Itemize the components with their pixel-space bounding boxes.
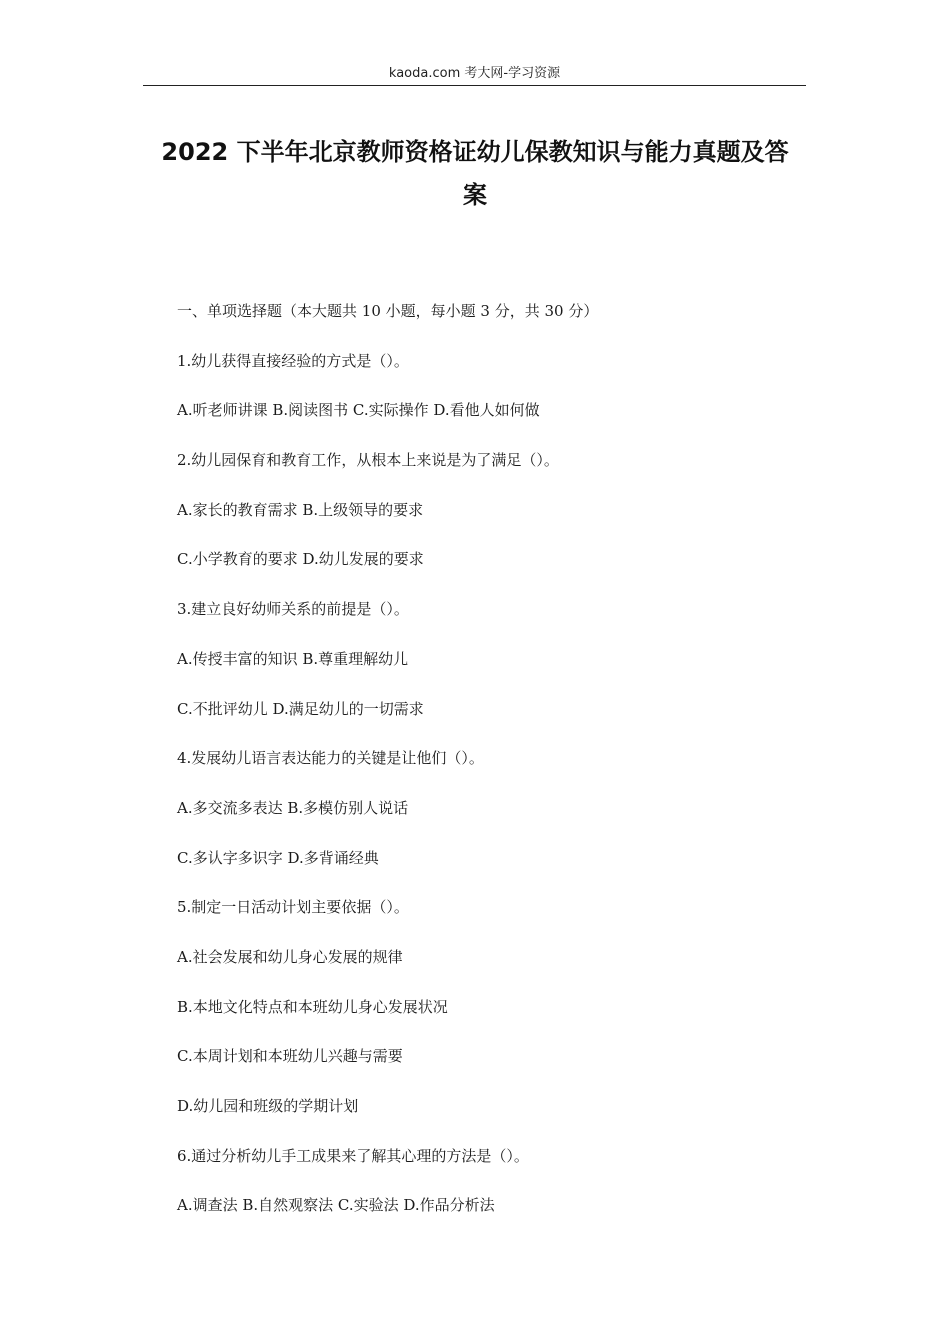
document-title (130, 131, 820, 217)
question-4: 4.发展幼儿语言表达能力的关键是让他们（）。 (177, 749, 484, 768)
question-1-options: A.听老师讲课 B.阅读图书 C.实际操作 D.看他人如何做 (177, 401, 540, 420)
question-5-option-d: D.幼儿园和班级的学期计划 (177, 1097, 359, 1115)
question-2: 2.幼儿园保育和教育工作，从根本上来说是为了满足（）。 (177, 451, 559, 470)
question-6-options: A.调查法 B.自然观察法 C.实验法 D.作品分析法 (177, 1196, 495, 1215)
question-3-options-ab: A.传授丰富的知识 B.尊重理解幼儿 (177, 649, 409, 668)
title-line-2: 案 (463, 181, 487, 209)
document-body (177, 299, 817, 1243)
section-heading: 一、单项选择题（本大题共 10 小题，每小题 3 分，共 30 分） (177, 302, 599, 320)
question-5: 5.制定一日活动计划主要依据（）。 (177, 898, 409, 917)
question-5-option-a: A.社会发展和幼儿身心发展的规律 (177, 947, 403, 966)
question-2-options-ab: A.家长的教育需求 B.上级领导的要求 (177, 500, 424, 519)
question-3: 3.建立良好幼师关系的前提是（）。 (177, 600, 409, 619)
question-1: 1.幼儿获得直接经验的方式是（）。 (177, 351, 409, 370)
title-line-1: 2022 下半年北京教师资格证幼儿保教知识与能力真题及答 (161, 138, 789, 166)
question-2-options-cd: C.小学教育的要求 D.幼儿发展的要求 (177, 550, 424, 569)
question-4-options-ab: A.多交流多表达 B.多模仿别人说话 (177, 798, 409, 817)
question-3-options-cd: C.不批评幼儿 D.满足幼儿的一切需求 (177, 699, 424, 718)
page-header: kaoda.com 考大网-学习资源 (388, 66, 561, 81)
question-6: 6.通过分析幼儿手工成果来了解其心理的方法是（）。 (177, 1146, 529, 1165)
question-5-option-c: C.本周计划和本班幼儿兴趣与需要 (177, 1047, 403, 1066)
question-5-option-b: B.本地文化特点和本班幼儿身心发展状况 (177, 997, 448, 1016)
question-4-options-cd: C.多认字多识字 D.多背诵经典 (177, 848, 379, 867)
header-divider (143, 85, 806, 86)
